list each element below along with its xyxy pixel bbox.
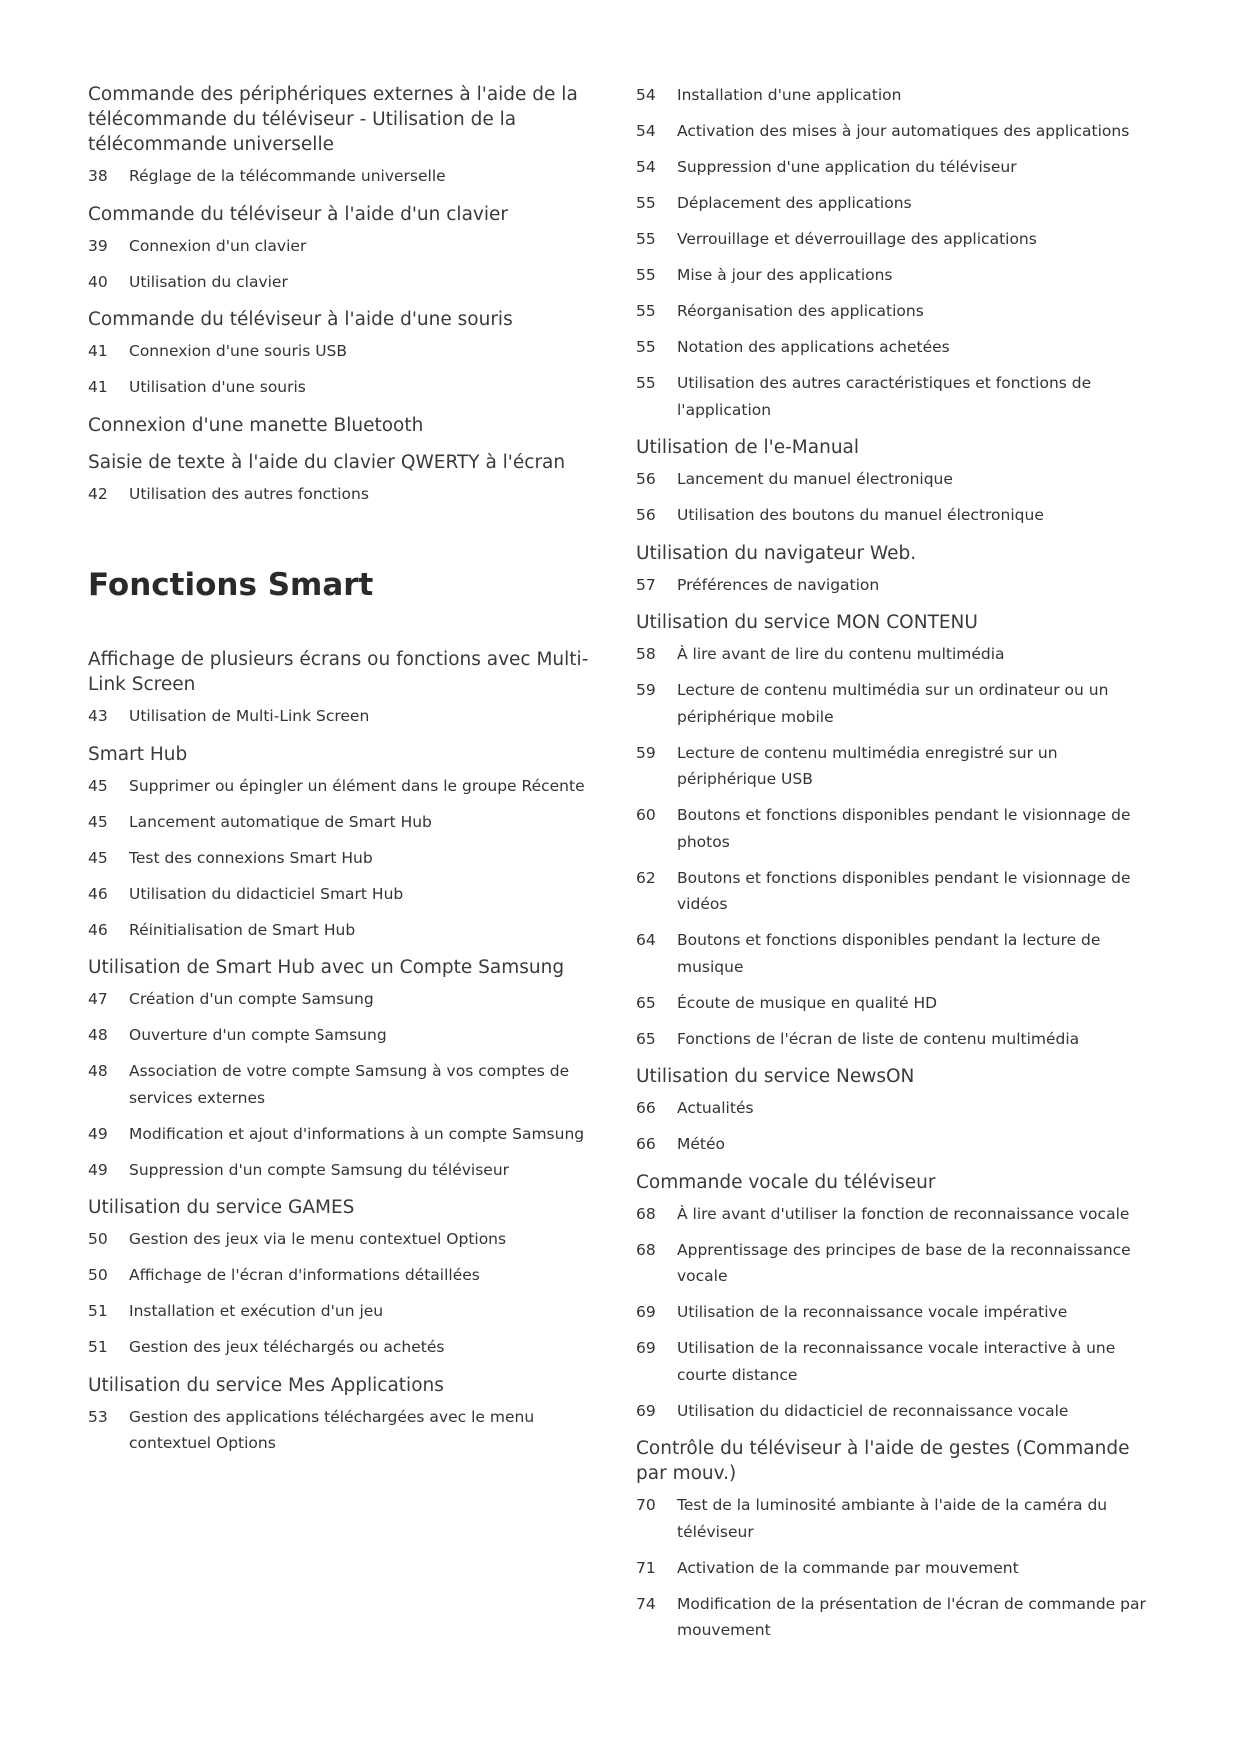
section-title[interactable]: Saisie de texte à l'aide du clavier QWERTY à l'écran <box>88 451 566 473</box>
toc-entry[interactable] <box>636 1299 1161 1326</box>
toc-section <box>88 202 613 296</box>
toc-section <box>636 1064 1161 1158</box>
section-title[interactable]: Utilisation de Smart Hub avec un Compte Samsung <box>88 957 565 978</box>
toc-entry[interactable] <box>636 1555 1161 1582</box>
page-number: 50 <box>88 1266 108 1284</box>
toc-section <box>636 541 1161 599</box>
page-number: 51 <box>88 1302 108 1320</box>
toc-entry[interactable] <box>636 802 1161 855</box>
page-number: 42 <box>88 484 108 503</box>
toc-entry[interactable] <box>88 1157 613 1184</box>
page-number: 66 <box>636 1135 656 1153</box>
toc-entry[interactable] <box>636 118 1161 145</box>
toc-entry[interactable] <box>88 1058 613 1111</box>
entry-label: Test de la luminosité ambiante à l'aide de la caméra du téléviseur <box>677 1496 1108 1541</box>
entry-label: Utilisation du didacticiel Smart Hub <box>129 884 404 903</box>
entry-label: Verrouillage et déverrouillage des applications <box>677 230 1037 248</box>
section-title[interactable]: Utilisation de l'e-Manual <box>636 437 860 458</box>
entry-label: Déplacement des applications <box>677 194 912 212</box>
toc-entry[interactable] <box>636 1335 1161 1388</box>
toc-entry[interactable] <box>636 262 1161 289</box>
entry-label: Gestion des jeux via le menu contextuel Options <box>129 1230 507 1248</box>
entry-label: Mise à jour des applications <box>677 266 893 284</box>
toc-entry[interactable] <box>636 190 1161 217</box>
entry-label: Gestion des applications téléchargées avec le menu contextuel Options <box>129 1407 535 1452</box>
page-number: 55 <box>636 230 656 248</box>
entry-label: Lecture de contenu multimédia enregistré sur un périphérique USB <box>677 743 1058 788</box>
entry-label: Utilisation des boutons du manuel électronique <box>677 506 1044 524</box>
page-number: 55 <box>636 374 656 392</box>
toc-entry[interactable] <box>88 845 613 872</box>
toc-entry[interactable] <box>636 1026 1161 1053</box>
toc-entry[interactable] <box>636 1492 1161 1545</box>
section-title[interactable]: Commande du téléviseur à l'aide d'une souris <box>88 309 513 330</box>
page-number: 59 <box>636 743 656 762</box>
page-number: 55 <box>636 338 656 356</box>
page-number: 48 <box>88 1062 108 1080</box>
entry-label: Préférences de navigation <box>677 575 880 594</box>
toc-section <box>88 742 613 944</box>
page-number: 38 <box>88 167 108 185</box>
page-number: 56 <box>636 506 656 524</box>
toc-entry[interactable] <box>636 677 1161 730</box>
toc-section <box>88 1373 613 1457</box>
page-number: 59 <box>636 681 656 699</box>
toc-entry[interactable] <box>88 338 613 365</box>
page-number: 45 <box>88 848 108 867</box>
toc-section <box>88 307 613 401</box>
toc-section <box>88 1195 613 1361</box>
entry-label: Utilisation de Multi-Link Screen <box>129 707 370 725</box>
toc-entry[interactable] <box>88 1226 613 1253</box>
toc-entry[interactable] <box>88 1121 613 1148</box>
entry-label: Utilisation des autres fonctions <box>129 484 369 503</box>
toc-entry[interactable] <box>88 917 613 944</box>
page-number: 68 <box>636 1204 656 1223</box>
page-number: 64 <box>636 931 656 949</box>
section-title[interactable]: Smart Hub <box>88 743 188 765</box>
toc-right-column <box>636 82 1161 1656</box>
toc-entry[interactable] <box>636 641 1161 668</box>
toc-entry[interactable] <box>636 927 1161 980</box>
toc-entry[interactable] <box>636 154 1161 181</box>
entry-label: Notation des applications achetées <box>677 338 950 356</box>
entry-label: Association de votre compte Samsung à vos comptes de services externes <box>129 1062 570 1107</box>
toc-section <box>636 1436 1161 1644</box>
entry-label: Réinitialisation de Smart Hub <box>129 920 356 939</box>
entry-label: Fonctions de l'écran de liste de contenu multimédia <box>677 1029 1080 1048</box>
section-title[interactable]: Utilisation du navigateur Web. <box>636 542 917 564</box>
page-number: 56 <box>636 470 656 488</box>
toc-entry[interactable] <box>636 740 1161 793</box>
toc-entry[interactable] <box>88 809 613 836</box>
page-number: 39 <box>88 236 108 255</box>
toc-section <box>636 610 1161 1052</box>
toc-entry[interactable] <box>636 1201 1161 1228</box>
toc-entry[interactable] <box>636 865 1161 918</box>
toc-entry[interactable] <box>636 572 1161 599</box>
toc-section <box>636 82 1161 423</box>
page-number: 55 <box>636 266 656 284</box>
entry-label: Écoute de musique en qualité HD <box>677 993 938 1012</box>
toc-section <box>636 1170 1161 1425</box>
page-number: 55 <box>636 302 656 320</box>
toc-entry[interactable] <box>88 703 613 730</box>
toc-group <box>88 82 613 507</box>
page-number: 47 <box>88 990 108 1008</box>
page-number: 46 <box>88 920 108 939</box>
toc-entry[interactable] <box>636 502 1161 529</box>
entry-label: Utilisation d'une souris <box>129 378 306 396</box>
entry-label: À lire avant d'utiliser la fonction de reconnaissance vocale <box>677 1204 1130 1223</box>
toc-entry[interactable] <box>636 1398 1161 1425</box>
toc-group <box>636 82 1161 1644</box>
page-number: 62 <box>636 868 656 887</box>
toc-entry[interactable] <box>636 370 1161 423</box>
page-number: 54 <box>636 86 656 104</box>
page-number: 51 <box>88 1338 108 1356</box>
toc-entry[interactable] <box>88 481 613 508</box>
chapter-title: Fonctions Smart <box>88 567 374 603</box>
entry-label: À lire avant de lire du contenu multimédia <box>677 645 1005 663</box>
entry-label: Création d'un compte Samsung <box>129 990 374 1008</box>
entry-label: Modification de la présentation de l'écran de commande par mouvement <box>677 1594 1146 1639</box>
page-number: 46 <box>88 884 108 903</box>
toc-section <box>636 435 1161 529</box>
section-title[interactable]: Commande des périphériques externes à l'aide de la télécommande du téléviseur - Utilisation de la télécommande universelle <box>88 84 578 155</box>
entry-label: Modification et ajout d'informations à un compte Samsung <box>129 1124 585 1143</box>
page-number: 58 <box>636 645 656 663</box>
entry-label: Boutons et fonctions disponibles pendant le visionnage de photos <box>677 806 1131 851</box>
toc-entry[interactable] <box>88 233 613 260</box>
page-number: 68 <box>636 1240 656 1259</box>
section-title[interactable]: Utilisation du service Mes Applications <box>88 1374 444 1396</box>
toc-section <box>88 955 613 1183</box>
entry-label: Gestion des jeux téléchargés ou achetés <box>129 1338 445 1356</box>
entry-label: Utilisation du clavier <box>129 272 288 291</box>
section-title[interactable]: Contrôle du téléviseur à l'aide de gestes (Commande par mouv.) <box>636 1438 1130 1484</box>
page-number: 57 <box>636 575 656 594</box>
toc-section <box>88 450 613 508</box>
entry-label: Affichage de l'écran d'informations détaillées <box>129 1266 480 1284</box>
section-title[interactable]: Utilisation du service GAMES <box>88 1197 355 1218</box>
toc-entry[interactable] <box>88 986 613 1013</box>
page-number: 49 <box>88 1124 108 1143</box>
toc-entry[interactable] <box>88 1404 613 1457</box>
toc-entry[interactable] <box>88 881 613 908</box>
page-number: 49 <box>88 1160 108 1179</box>
toc-entry[interactable] <box>636 1131 1161 1158</box>
entry-label: Activation des mises à jour automatiques des applications <box>677 122 1130 140</box>
entry-label: Connexion d'un clavier <box>129 236 307 255</box>
toc-entry[interactable] <box>88 1262 613 1289</box>
entry-label: Apprentissage des principes de base de la reconnaissance vocale <box>677 1240 1131 1285</box>
entry-label: Utilisation des autres caractéristiques et fonctions de l'application <box>677 374 1092 419</box>
entry-label: Boutons et fonctions disponibles pendant le visionnage de vidéos <box>677 868 1131 913</box>
toc-entry[interactable] <box>636 466 1161 493</box>
toc-entry[interactable] <box>88 163 613 190</box>
page-number: 65 <box>636 993 656 1012</box>
section-title[interactable]: Commande vocale du téléviseur <box>636 1171 936 1193</box>
page-number: 66 <box>636 1099 656 1117</box>
page-number: 41 <box>88 378 108 396</box>
toc-section <box>88 647 613 730</box>
toc-entry[interactable] <box>636 1095 1161 1122</box>
page-number: 74 <box>636 1594 656 1613</box>
page-number: 54 <box>636 122 656 140</box>
section-title[interactable]: Connexion d'une manette Bluetooth <box>88 414 424 436</box>
toc-entry[interactable] <box>636 298 1161 325</box>
page-number: 69 <box>636 1339 656 1357</box>
toc-entry[interactable] <box>88 773 613 800</box>
toc-entry[interactable] <box>636 990 1161 1017</box>
toc-entry[interactable] <box>88 269 613 296</box>
page-number: 53 <box>88 1407 108 1426</box>
section-title[interactable]: Utilisation du service NewsON <box>636 1066 915 1087</box>
entry-label: Suppression d'une application du téléviseur <box>677 158 1017 176</box>
page-number: 69 <box>636 1401 656 1420</box>
page-number: 50 <box>88 1230 108 1248</box>
page-number: 71 <box>636 1558 656 1577</box>
entry-label: Connexion d'une souris USB <box>129 342 348 360</box>
entry-label: Réglage de la télécommande universelle <box>129 167 446 185</box>
entry-label: Test des connexions Smart Hub <box>129 848 373 867</box>
page-number: 45 <box>88 776 108 795</box>
entry-label: Installation et exécution d'un jeu <box>129 1302 384 1320</box>
toc-entry[interactable] <box>636 82 1161 109</box>
entry-label: Réorganisation des applications <box>677 302 924 320</box>
section-title[interactable]: Commande du téléviseur à l'aide d'un clavier <box>88 203 508 225</box>
page-number: 54 <box>636 158 656 176</box>
entry-label: Utilisation de la reconnaissance vocale impérative <box>677 1303 1068 1321</box>
toc-entry[interactable] <box>636 1237 1161 1290</box>
toc-entry[interactable] <box>636 226 1161 253</box>
toc-entry[interactable] <box>636 334 1161 361</box>
page-number: 69 <box>636 1303 656 1321</box>
entry-label: Utilisation de la reconnaissance vocale interactive à une courte distance <box>677 1339 1116 1384</box>
toc-entry[interactable] <box>88 374 613 401</box>
toc-entry[interactable] <box>636 1591 1161 1644</box>
entry-label: Lancement automatique de Smart Hub <box>129 812 432 831</box>
page-number: 43 <box>88 707 108 725</box>
toc-entry[interactable] <box>88 1022 613 1049</box>
page-number: 60 <box>636 806 656 824</box>
entry-label: Supprimer ou épingler un élément dans le groupe Récente <box>129 776 585 795</box>
toc-entry[interactable] <box>88 1334 613 1361</box>
entry-label: Lecture de contenu multimédia sur un ordinateur ou un périphérique mobile <box>677 681 1109 726</box>
page-number: 70 <box>636 1496 656 1514</box>
page-number: 45 <box>88 812 108 831</box>
entry-label: Suppression d'un compte Samsung du téléviseur <box>129 1160 510 1179</box>
toc-entry[interactable] <box>88 1298 613 1325</box>
entry-label: Boutons et fonctions disponibles pendant la lecture de musique <box>677 931 1101 976</box>
section-title[interactable]: Utilisation du service MON CONTENU <box>636 612 978 633</box>
toc-left-column <box>88 82 613 1469</box>
page-number: 40 <box>88 272 108 291</box>
toc-group <box>88 647 613 1457</box>
page-number: 65 <box>636 1029 656 1048</box>
entry-label: Installation d'une application <box>677 86 902 104</box>
entry-label: Utilisation du didacticiel de reconnaissance vocale <box>677 1401 1069 1420</box>
entry-label: Ouverture d'un compte Samsung <box>129 1026 387 1044</box>
section-title[interactable]: Affichage de plusieurs écrans ou fonctions avec Multi-Link Screen <box>88 649 589 695</box>
entry-label: Lancement du manuel électronique <box>677 470 953 488</box>
page-number: 55 <box>636 194 656 212</box>
entry-label: Activation de la commande par mouvement <box>677 1558 1019 1577</box>
entry-label: Actualités <box>677 1099 754 1117</box>
page-number: 48 <box>88 1026 108 1044</box>
toc-section <box>88 82 613 190</box>
entry-label: Météo <box>677 1135 726 1153</box>
toc-section <box>88 413 613 438</box>
page-number: 41 <box>88 342 108 360</box>
